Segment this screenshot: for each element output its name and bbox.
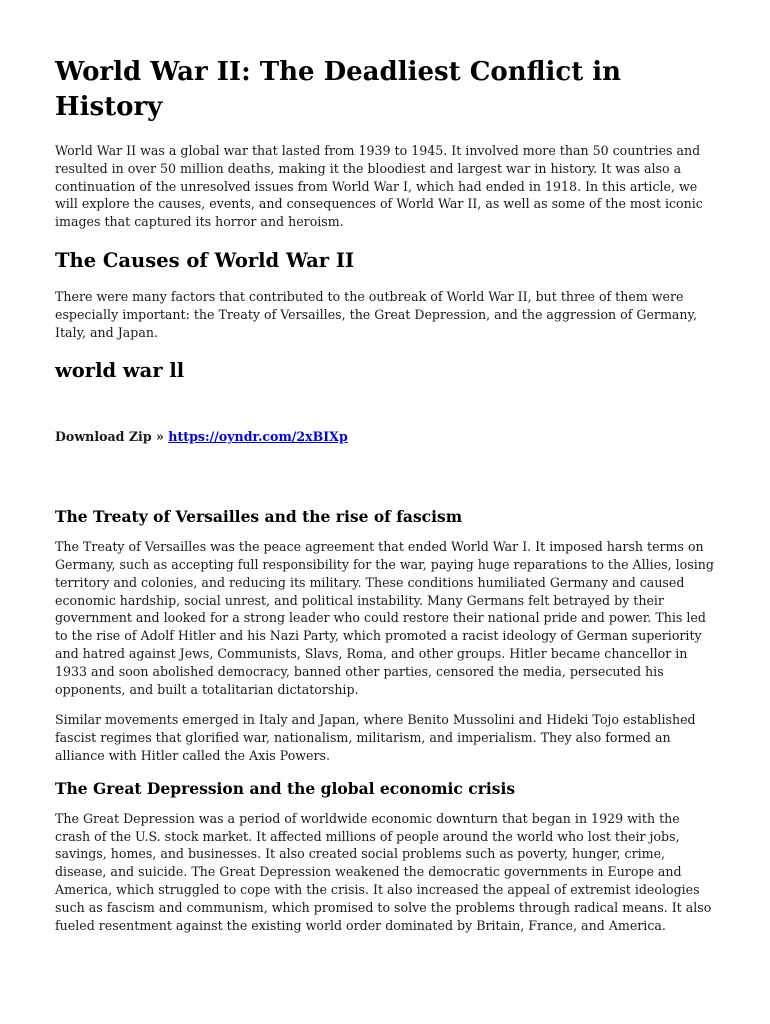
spacer <box>55 384 715 428</box>
intro-paragraph: World War II was a global war that lasted from 1939 to 1945. It involved more than 50 countries and resulted in over 50 million deaths, making it the bloodiest and largest war in history. It was also a continuation of the unresolved issues from World War I, which had ended in 1918. In this article, we will explore the causes, events, and consequences of World War II, as well as some of the most iconic images that captured its horror and heroism. <box>55 143 703 230</box>
versailles-heading: The Treaty of Versailles and the rise of fascism <box>55 507 463 527</box>
causes-heading: The Causes of World War II <box>55 248 355 272</box>
page-title: World War II: The Deadliest Conflict in History <box>55 57 622 122</box>
causes-intro-paragraph: There were many factors that contributed to the outbreak of World War II, but three of them were especially important: the Treaty of Versailles, the Great Depression, and the aggression of Germany, Italy, and Japan. <box>55 288 697 340</box>
spacer <box>55 446 715 506</box>
download-link[interactable]: https://oyndr.com/2xBIXp <box>168 429 348 445</box>
download-label: Download Zip » <box>55 429 164 445</box>
depression-heading: The Great Depression and the global economic crisis <box>55 778 516 798</box>
versailles-paragraph-1: The Treaty of Versailles was the peace agreement that ended World War I. It imposed harsh terms on Germany, such as accepting full responsibility for the war, paying huge reparations to the Allies, losing territory and colonies, and reducing its military. These conditions humiliated Germany and caused economic hardship, social unrest, and political instability. Many Germans felt betrayed by their government and looked for a strong leader who could restore their national pride and power. This led to the rise of Adolf Hitler and his Nazi Party, which promoted a racist ideology of German superiority and hatred against Jews, Communists, Slavs, Roma, and other groups. Hitler became chancellor in 1933 and soon abolished democracy, banned other parties, censored the media, persecuted his opponents, and built a totalitarian dictatorship. <box>55 539 714 697</box>
keyword-heading: world war ll <box>55 359 185 383</box>
versailles-paragraph-2: Similar movements emerged in Italy and Japan, where Benito Mussolini and Hideki Tojo established fascist regimes that glorified war, nationalism, militarism, and imperialism. They also formed an alliance with Hitler called the Axis Powers. <box>55 712 696 763</box>
depression-paragraph-1: The Great Depression was a period of worldwide economic downturn that began in 1929 with the crash of the U.S. stock market. It affected millions of people around the world who lost their jobs, savings, homes, and businesses. It also created social problems such as poverty, hunger, crime, disease, and suicide. The Great Depression weakened the democratic governments in Europe and America, which struggled to cope with the crisis. It also increased the appeal of extremist ideologies such as fascism and communism, which promised to solve the problems through radical means. It also fueled resentment against the existing world order dominated by Britain, France, and America. <box>55 810 712 933</box>
article <box>55 55 715 947</box>
download-line <box>55 428 715 446</box>
